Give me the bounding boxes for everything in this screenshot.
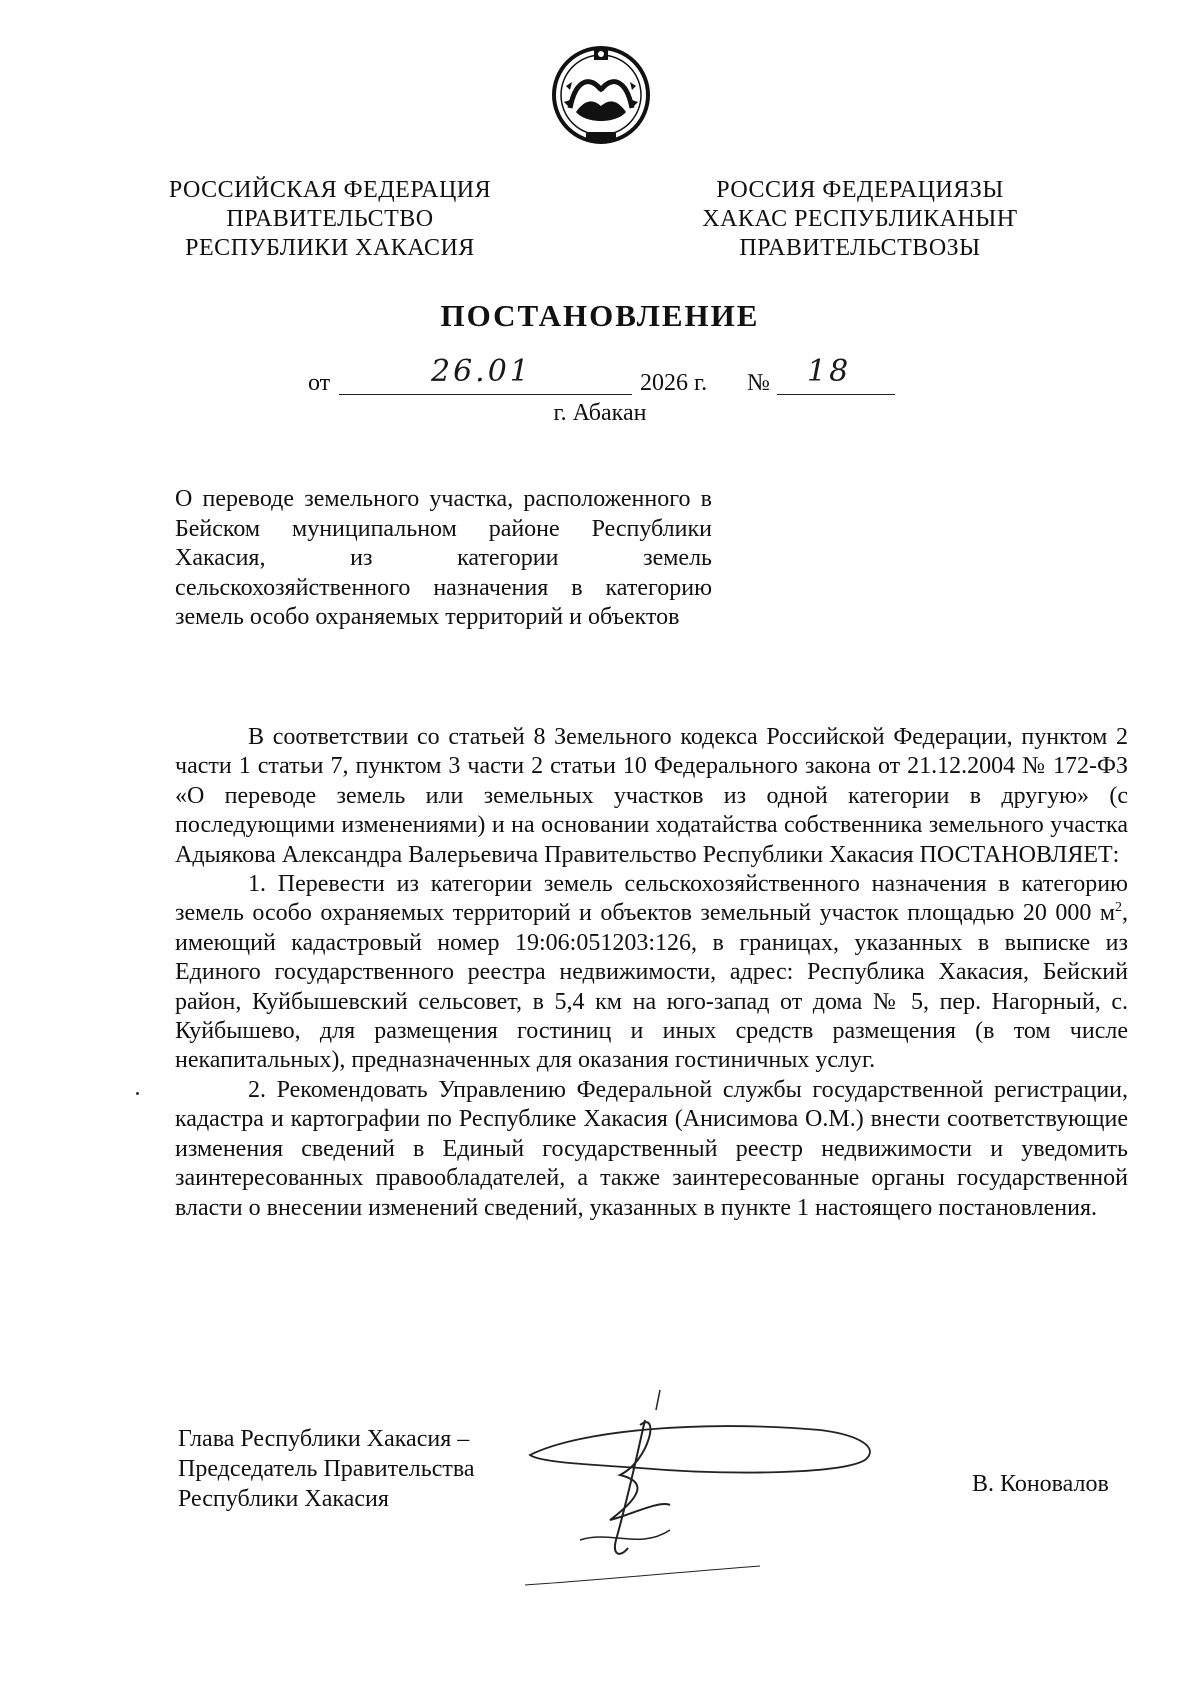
- header-right-line: РОССИЯ ФЕДЕРАЦИЯЗЫ: [716, 177, 1004, 203]
- header-left-line: РОССИЙСКАЯ ФЕДЕРАЦИЯ: [168, 177, 492, 203]
- position-line: Глава Республики Хакасия –: [178, 1426, 470, 1452]
- year-text: 2026 г.: [640, 370, 708, 396]
- position-line: Республики Хакасия: [178, 1486, 389, 1512]
- header-left-line: РЕСПУБЛИКИ ХАКАСИЯ: [185, 235, 475, 261]
- city: г. Абакан: [553, 400, 647, 426]
- superscript-2: 2: [1115, 900, 1122, 916]
- date-prefix: от: [308, 370, 331, 396]
- document-title: ПОСТАНОВЛЕНИЕ: [440, 298, 760, 333]
- coat-of-arms-emblem-icon: [546, 38, 656, 148]
- number-prefix: №: [747, 370, 770, 396]
- position-line: Председатель Правительства: [178, 1456, 475, 1482]
- date-field: [339, 354, 632, 395]
- document-subject: О переводе земельного участка, расположенного в Бейском муниципальном районе Республики Хакасия, из категории земель сельскохозяйственного назначения в категорию земель особо охраняемых территорий и объектов: [175, 486, 712, 630]
- header-khakas: [680, 176, 1040, 263]
- document-body: [175, 723, 1128, 1223]
- handwritten-date: 26.01: [431, 354, 532, 389]
- preamble-paragraph: В соответствии со статьей 8 Земельного кодекса Российской Федерации, пунктом 2 части 1 статьи 7, пунктом 3 части 2 статьи 10 Федерального закона от 21.12.2004 № 172-ФЗ «О переводе земель или земельных участков из одной категории в другую» (с последующими изменениями) и на основании ходатайства собственника земельного участка Адыякова Александра Валерьевича Правительство Республики Хакасия ПОСТАНОВЛЯЕТ:: [175, 724, 1128, 868]
- item-1-text-end: , имеющий кадастровый номер 19:06:051203:126, в границах, указанных в выписке из Единого государственного реестра недвижимости, адрес: Республика Хакасия, Бейский район, Куйбышевский сельсовет, в 5,4 км на юго-запад от дома № 5, пер. Нагорный, с. Куйбышево, для размещения гостиниц и иных средств размещения (в том числе некапитальных), предназначенных для оказания гостиничных услуг.: [175, 900, 1128, 1074]
- header-right-line: ПРАВИТЕЛЬСТВОЗЫ: [739, 235, 981, 261]
- handwritten-signature: [520, 1380, 950, 1620]
- header-russian: [145, 176, 515, 263]
- header-left-line: ПРАВИТЕЛЬСТВО: [226, 206, 434, 232]
- handwritten-number: 18: [807, 354, 852, 389]
- item-1-paragraph: [175, 870, 1128, 1076]
- item-2-paragraph: 2. Рекомендовать Управлению Федеральной службы государственной регистрации, кадастра и картографии по Республике Хакасия (Анисимова О.М.) внести соответствующие изменения сведений в Единый государственный реестр недвижимости и уведомить заинтересованных правообладателей, а также заинтересованные органы государственной власти о внесении изменений сведений, указанных в пункте 1 настоящего постановления.: [175, 1076, 1128, 1221]
- signatory-position: [178, 1424, 518, 1514]
- item-1-text-start: 1. Перевести из категории земель сельскохозяйственного назначения в категорию земель особо охраняемых территорий и объектов земельный участок площадью 20 000 м: [175, 871, 1128, 927]
- scan-speck: [136, 1092, 139, 1095]
- header-right-line: ХАКАС РЕСПУБЛИКАНЫҤ: [702, 206, 1018, 232]
- signer-name: В. Коновалов: [972, 1471, 1109, 1497]
- number-field: [777, 354, 895, 395]
